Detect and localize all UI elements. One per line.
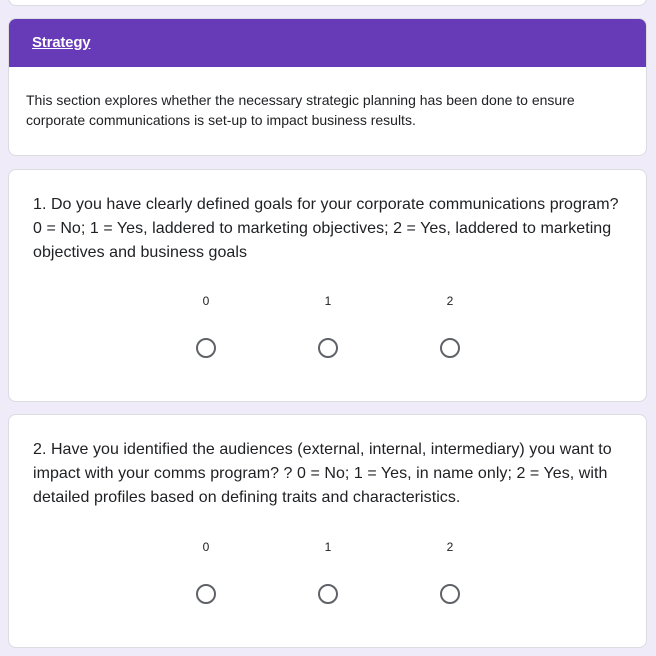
- radio-option-1[interactable]: [318, 584, 338, 604]
- previous-card: [8, 0, 647, 6]
- scale-label-2: 2: [446, 540, 454, 554]
- question-card-2: [8, 414, 647, 648]
- scale-label-2: 2: [446, 294, 454, 308]
- radio-option-0[interactable]: [196, 584, 216, 604]
- section-description: This section explores whether the necessary strategic planning has been done to ensure corporate communications is set-up to impact business results.: [26, 92, 575, 128]
- question-text: 2. Have you identified the audiences (external, internal, intermediary) you want to impact with your comms program? ? 0 = No; 1 = Yes, in name only; 2 = Yes, with detailed profiles based on defining traits and characteristics.: [33, 441, 612, 506]
- scale-label-1: 1: [324, 294, 332, 308]
- section-card: [8, 18, 647, 156]
- scale-label-0: 0: [202, 294, 210, 308]
- radio-option-0[interactable]: [196, 338, 216, 358]
- radio-option-2[interactable]: [440, 338, 460, 358]
- scale-label-0: 0: [202, 540, 210, 554]
- section-title: Strategy: [9, 19, 646, 67]
- radio-option-2[interactable]: [440, 584, 460, 604]
- radio-option-1[interactable]: [318, 338, 338, 358]
- scale-label-1: 1: [324, 540, 332, 554]
- question-text: 1. Do you have clearly defined goals for your corporate communications program? 0 = No; 1 = Yes, laddered to marketing objectives; 2 = Yes, laddered to marketing objectives and business goals: [33, 196, 619, 261]
- question-card-1: [8, 169, 647, 402]
